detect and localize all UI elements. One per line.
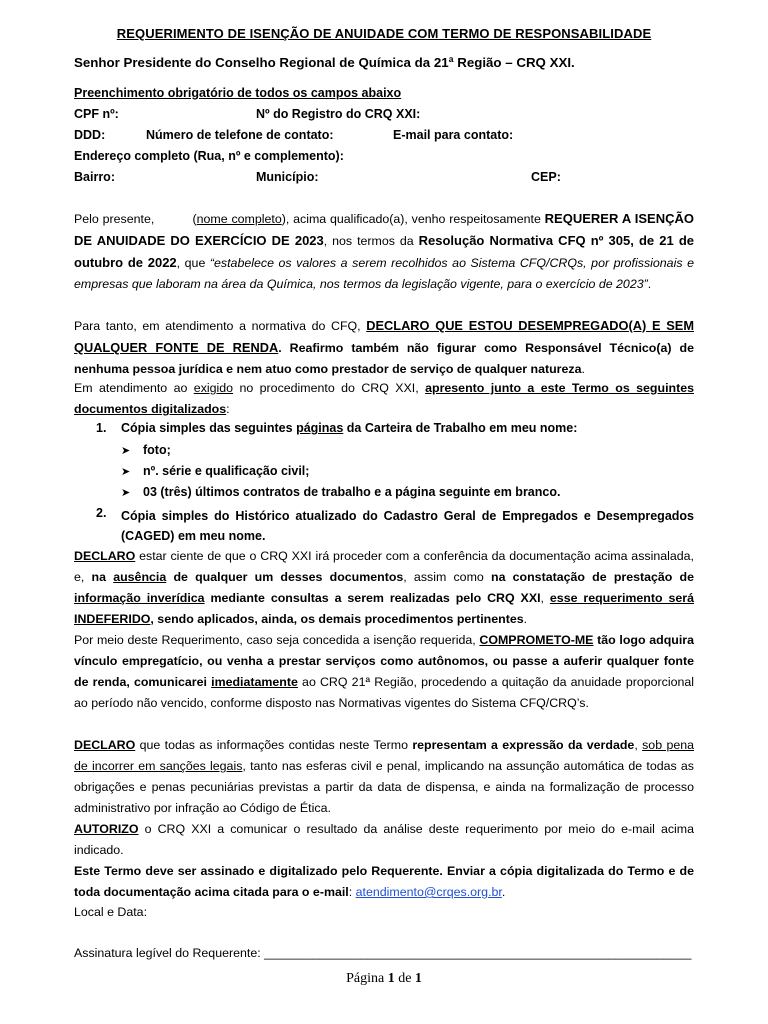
document-title: REQUERIMENTO DE ISENÇÃO DE ANUIDADE COM TERMO DE RESPONSABILIDADE <box>116 26 652 41</box>
email-link[interactable]: atendimento@crqes.org.br <box>355 885 502 899</box>
paragraph-submission: Este Termo deve ser assinado e digitalizado pelo Requerente. Enviar a cópia digitalizada do Termo e de toda documentação acima citada para o e-mail: atendimento@crqes.org.br. <box>74 864 694 899</box>
local-data-label: Local e Data: <box>74 905 148 919</box>
cep-label: CEP: <box>531 170 561 184</box>
municipio-label: Município: <box>256 170 319 184</box>
bairro-label: Bairro: <box>74 170 115 184</box>
paragraph-declaration: Para tanto, em atendimento a normativa do CFQ, DECLARO QUE ESTOU DESEMPREGADO(A) E SEM QUALQUER FONTE DE RENDA. Reafirmo também não figurar como Responsável Técnico(a) de nenhuma pessoa jurídica e nem atuo como prestador de serviço de qualquer natureza. <box>74 318 695 376</box>
page-footer: Página 1 de 1 <box>346 971 422 986</box>
endereco-label: Endereço completo (Rua, nº e complemento): <box>74 149 344 163</box>
list-item-1: Cópia simples das seguintes páginas da Carteira de Trabalho em meu nome: <box>121 421 578 435</box>
addressee-line: Senhor Presidente do Conselho Regional de Química da 21ª Região – CRQ XXI. <box>74 55 575 70</box>
cpf-label: CPF nº: <box>74 107 119 121</box>
sublist-item: ➤ 03 (três) últimos contratos de trabalho e a página seguinte em branco. <box>121 485 561 499</box>
sublist-item: ➤ foto; <box>121 443 171 457</box>
signature-line: Assinatura legível do Requerente: ______________________________________________________________ <box>74 946 692 960</box>
arrow-bullet-icon: ➤ <box>121 466 131 478</box>
paragraph-authorization: AUTORIZO o CRQ XXI a comunicar o resultado da análise deste requerimento por meio do e-mail acima indicado. <box>74 822 694 857</box>
arrow-bullet-icon: ➤ <box>121 487 131 499</box>
sublist-item: ➤ nº. série e qualificação civil; <box>121 464 310 478</box>
form-heading: Preenchimento obrigatório de todos os campos abaixo <box>74 86 402 100</box>
list-item-2-number: 2. <box>96 506 107 520</box>
list-item-2: Cópia simples do Histórico atualizado do Cadastro Geral de Empregados e Desempregados (CAGED) em meu nome. <box>121 509 694 543</box>
paragraph-request: Pelo presente, (nome completo), acima qualificado(a), venho respeitosamente REQUERER A ISENÇÃO DE ANUIDADE DO EXERCÍCIO DE 2023, nos termos da Resolução Normativa CFQ nº 305, de 21 de outubro de 2022, que “estabelece os valores a serem recolhidos ao Sistema CFQ/CRQs, por profissionais e empresas que laboram na área da Química, nos termos da legislação vigente, para o exercício de 2023”. <box>74 211 694 291</box>
paragraph-commitment: Por meio deste Requerimento, caso seja concedida a isenção requerida, COMPROMETO-ME tão logo adquira vínculo empregatício, ou venha a prestar serviços como autônomos, ou passe a auferir qualquer fonte de renda, comunicarei imediatamente ao CRQ 21ª Região, procedendo a quitação da anuidade proporcional ao período não vencido, conforme disposto nas Normativas vigentes do Sistema CFQ/CRQ’s. <box>74 633 695 710</box>
paragraph-verification: DECLARO estar ciente de que o CRQ XXI irá proceder com a conferência da documentação acima assinalada, e, na ausência de qualquer um desses documentos, assim como na constatação de prestação de informação inverídica mediante consultas a serem realizadas pelo CRQ XXI, esse requerimento será INDEFERIDO, sendo aplicados, ainda, os demais procedimentos pertinentes. <box>74 549 695 626</box>
list-item-1-number: 1. <box>96 421 107 435</box>
paragraph-truth: DECLARO que todas as informações contidas neste Termo representam a expressão da verdade, sob pena de incorrer em sanções legais, tanto nas esferas civil e penal, implicando na assunção automática de todas as obrigações e penas pecuniárias previstas a partir da data de dispensa, e ainda na formalização de processo administrativo por infração ao Código de Ética. <box>74 738 695 815</box>
paragraph-documents: Em atendimento ao exigido no procedimento do CRQ XXI, apresento junto a este Termo os seguintes documentos digitalizados: <box>74 381 694 416</box>
arrow-bullet-icon: ➤ <box>121 445 131 457</box>
email-label: E-mail para contato: <box>393 128 514 142</box>
registro-label: Nº do Registro do CRQ XXI: <box>256 107 421 121</box>
ddd-label: DDD: <box>74 128 106 142</box>
telefone-label: Número de telefone de contato: <box>146 128 334 142</box>
